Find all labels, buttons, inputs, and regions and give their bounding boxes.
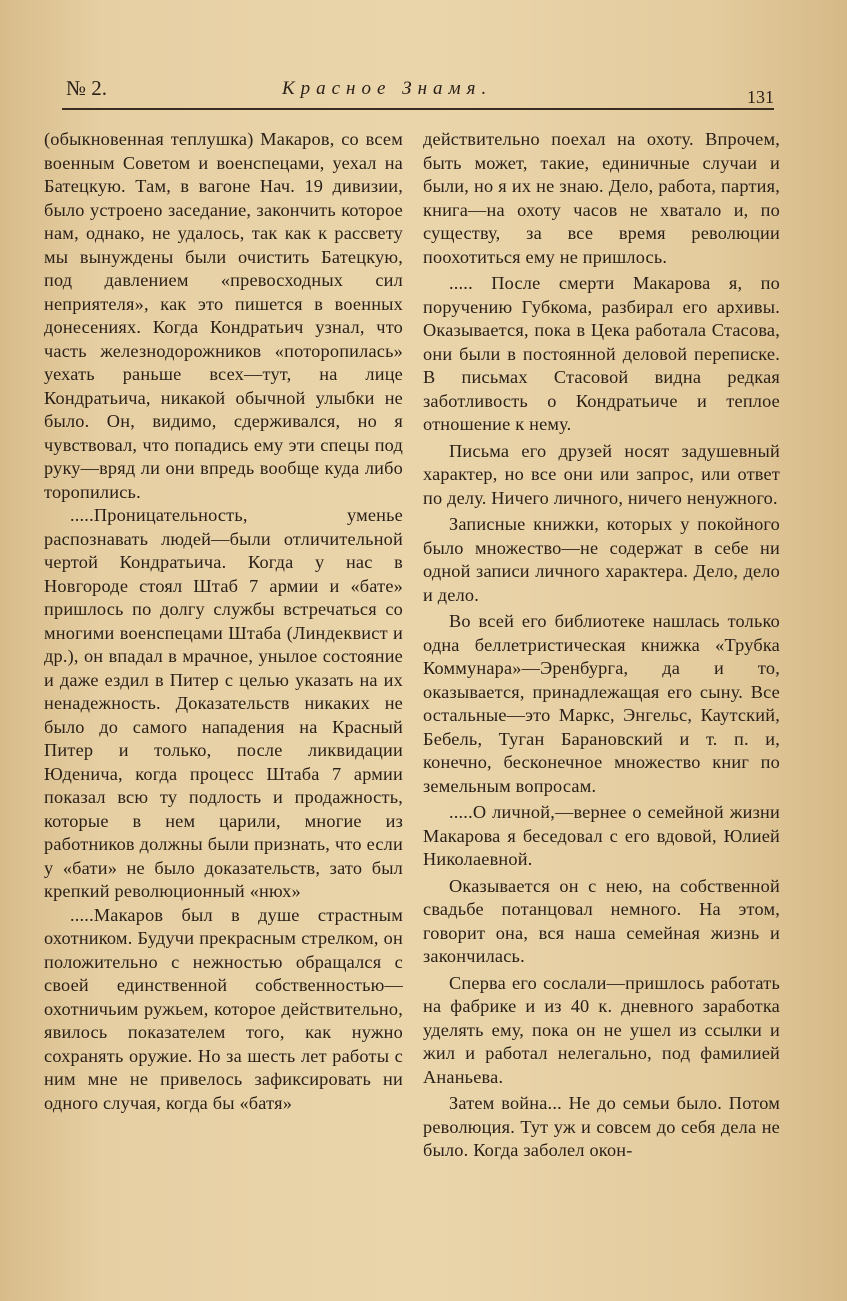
paragraph: .....О личной,—вернее о семейной жизни Макарова я беседовал с его вдовой, Юлией Николаевной. [423,802,780,869]
paragraph: Сперва его сослали—пришлось работать на фабрике и из 40 к. дневного заработка уделять ему, пока он не ушел из ссылки и жил и работал нелегально, под фамилией Ананьева. [423,972,780,1087]
paragraph: Письма его друзей носят задушевный характер, но все они или запрос, или ответ по делу. Ничего личного, ничего ненужного. [423,440,780,508]
paragraph: Записные книжки, которых у покойного было множество—не содержат в себе ни одной записи личного характера. Дело, дело и дело. [423,514,780,605]
right-column [423,128,780,1163]
paragraph: .....Макаров был в душе страстным охотником. Будучи прекрасным стрелком, он положительно с нежностью обращался с своей единственной собственностью—охотничьим ружьем, которое действительно, явилось показателем того, как нужно сохранять оружие. Но за шесть лет работы с ним мне не привелось зафиксировать ни одного случая, когда бы «батя» [44,904,403,1113]
paragraph: Оказывается он с нею, на собственной свадьбе потанцовал немного. На этом, говорит она, вся наша семейная жизнь и закончилась. [423,875,780,966]
paragraph: действительно поехал на охоту. Впрочем, быть может, такие, единичные случаи и были, но я их не знаю. Дело, работа, партия, книга—на охоту часов не хватало и, по существу, за все время революции поохотиться ему не пришлось. [423,129,780,267]
paragraph: Затем война... Не до семьи было. Потом революция. Тут уж и совсем до себя дела не было. Когда заболел окон- [423,1093,780,1160]
paragraph: (обыкновенная теплушка) Макаров, со всем военным Советом и военспецами, уехал на Батецкую. Там, в вагоне Нач. 19 дивизии, было устроено заседание, закончить которое нам, однако, не удалось, так как к рассвету мы вынуждены были очистить Батецкую, под давлением «превосходных сил неприятеля», как это пишется в военных донесениях. Когда Кондратьич узнал, что часть железнодорожников «поторопилась» уехать раньше всех—тут, на лице Кондратьича, никакой обычной улыбки не было. Он, видимо, сдерживался, но я чувствовал, что попадись ему эти спецы под руку—вряд ли они впредь вообще куда либо торопились. [44,129,403,502]
page-number: 131 [747,87,774,107]
paragraph: .....Проницательность, уменье распознавать людей—были отличительной чертой Кондратьича. Когда у нас в Новгороде стоял Штаб 7 армии и «бате» пришлось по долгу службы встречаться со многими военспецами Штаба (Линдеквист и др.), он впадал в мрачное, унылое состояние и даже ездил в Питер с целью указать на их ненадежность. Доказательств никаких не было до самого нападения на Красный Питер и только, после ликвидации Юденича, когда процесс Штаба 7 армии показал всю ту подлость и продажность, которые в нем царили, многие из работников должны были признать, что если у «бати» не было доказательств, зато был крепкий революционный «нюх» [44,505,403,901]
issue-number: № 2. [66,76,108,100]
paragraph: ..... После смерти Макарова я, по поручению Губкома, разбирал его архивы. Оказывается, пока в Цека работала Стасова, они были в постоянной деловой переписке. В письмах Стасовой видна редкая заботливость о Кондратьиче и теплое отношение к нему. [423,273,780,434]
left-column [44,128,403,1115]
paragraph: Во всей его библиотеке нашлась только одна беллетристическая книжка «Трубка Коммунара»—Эренбурга, да и то, оказывается, принадлежащая его сыну. Все остальные—это Маркс, Энгельс, Каутский, Бебель, Туган Барановский и т. п. и, конечно, бесконечное множество книг по земельным вопросам. [423,611,780,796]
journal-title: Красное Знамя. [282,78,493,99]
header-rule [62,108,774,110]
page-header [62,70,774,110]
